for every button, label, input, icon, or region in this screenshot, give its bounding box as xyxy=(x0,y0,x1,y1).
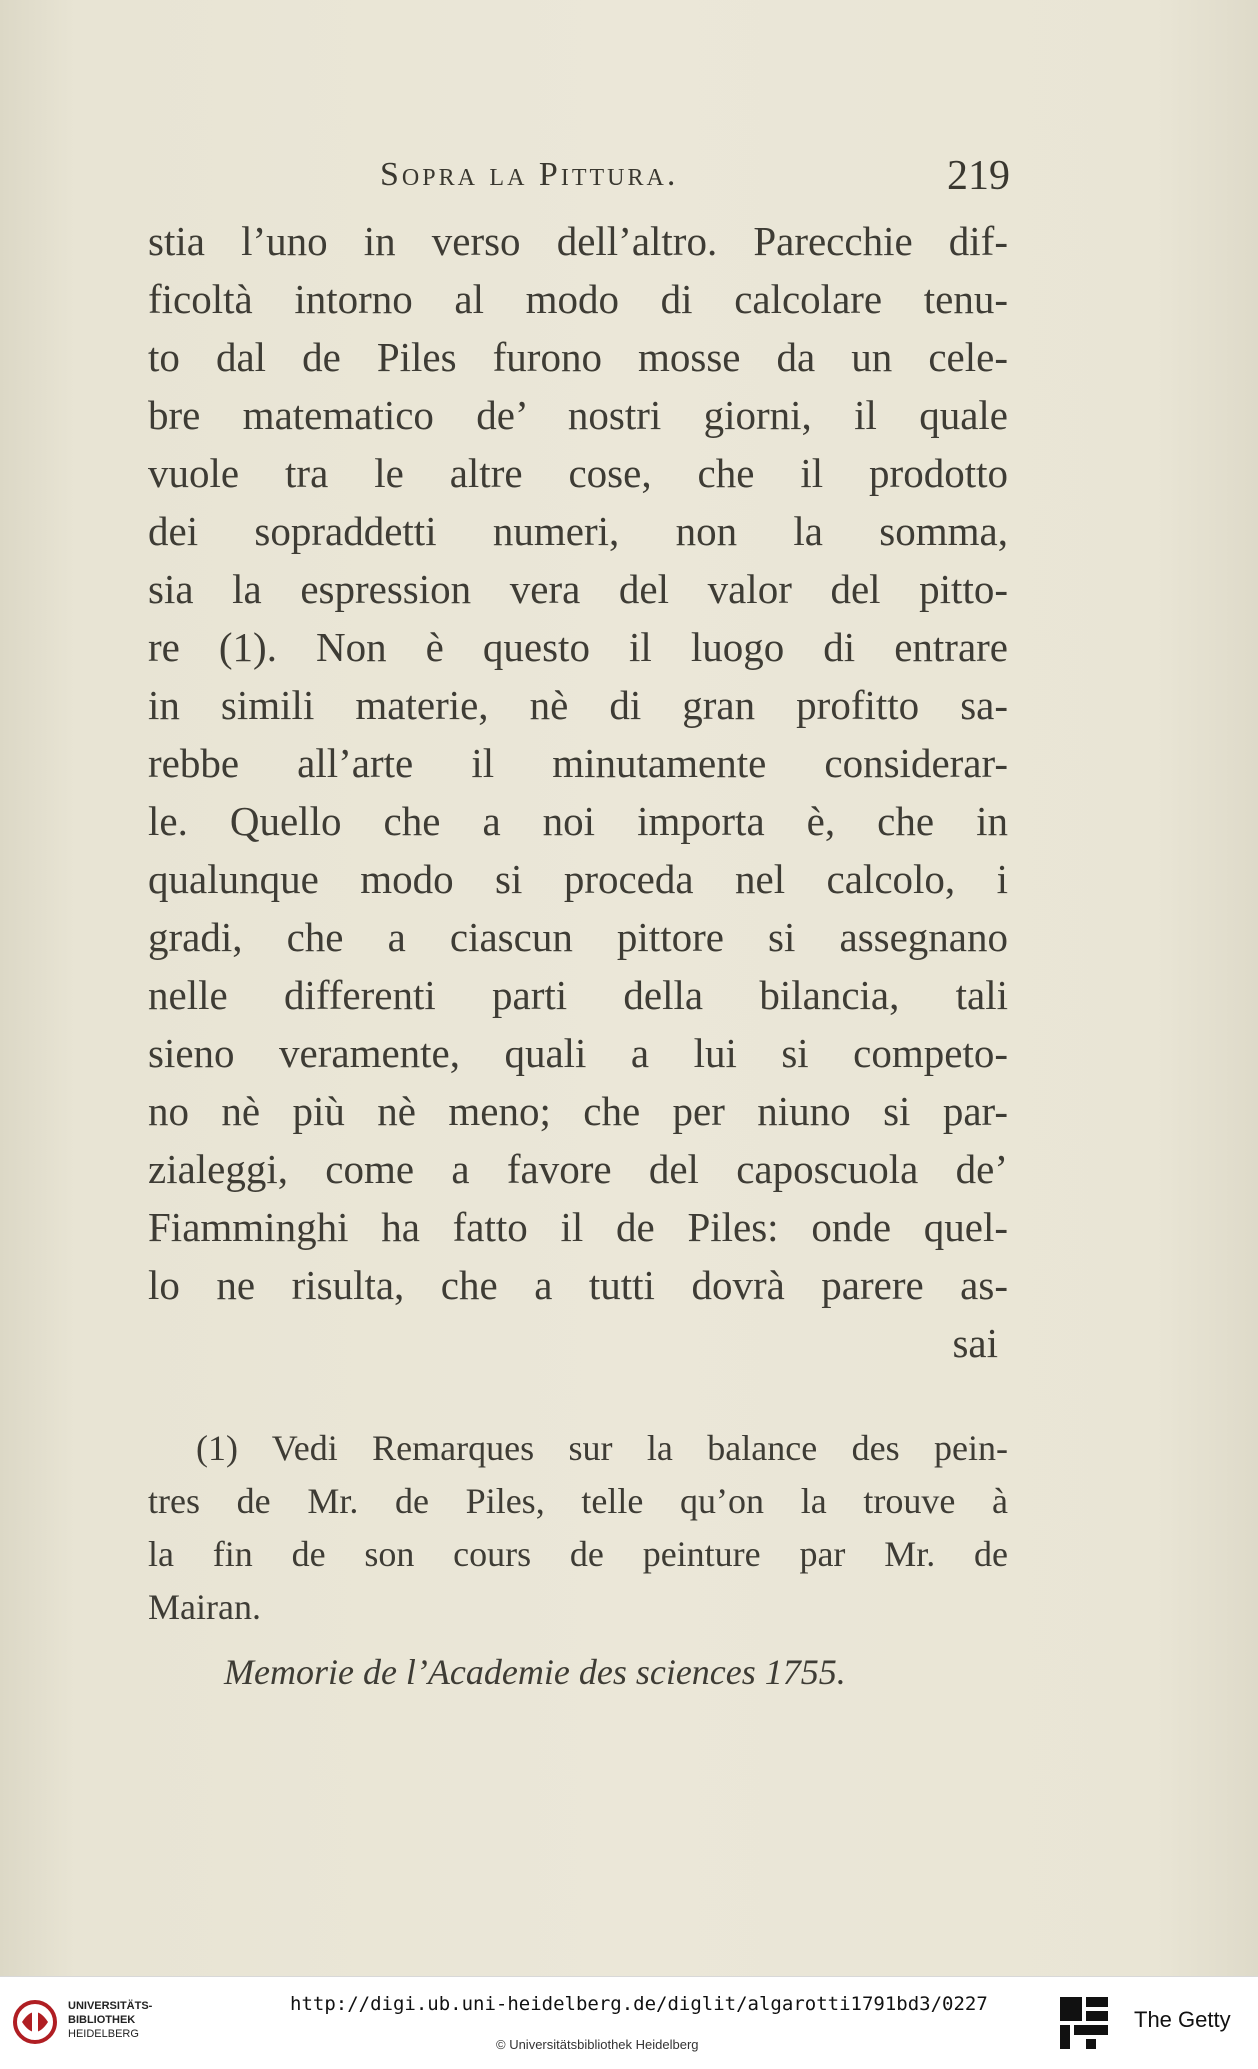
library-name-line: UNIVERSITÄTS- xyxy=(68,2000,153,2012)
text-line: nelle differenti parti della bilancia, tali xyxy=(148,972,1008,1018)
text-line: in simili materie, nè di gran profitto sa- xyxy=(148,682,1008,728)
getty-logo-icon[interactable] xyxy=(1058,1995,1110,2051)
text-line: Fiamminghi ha fatto il de Piles: onde quel- xyxy=(148,1204,1008,1250)
library-name-line: HEIDELBERG xyxy=(68,2028,139,2040)
footnote-line: tres de Mr. de Piles, telle qu’on la trouve à xyxy=(148,1481,1008,1521)
text-line: vuole tra le altre cose, che il prodotto xyxy=(148,450,1008,496)
running-title: Sopra la Pittura. xyxy=(380,156,679,193)
running-head xyxy=(150,150,1010,210)
text-line: le. Quello che a noi importa è, che in xyxy=(148,798,1008,844)
copyright-notice: © Universitätsbibliothek Heidelberg xyxy=(496,2037,699,2052)
permalink-url[interactable]: http://digi.ub.uni-heidelberg.de/diglit/algarotti1791bd3/0227 xyxy=(290,1993,988,2015)
text-line: re (1). Non è questo il luogo di entrare xyxy=(148,624,1008,670)
footnote-line: Mairan. xyxy=(148,1587,261,1627)
main-text xyxy=(148,212,1008,1372)
text-line: to dal de Piles furono mosse da un cele- xyxy=(148,334,1008,380)
footnote-line: la fin de son cours de peinture par Mr. de xyxy=(148,1534,1008,1574)
text-line: rebbe all’arte il minutamente considerar- xyxy=(148,740,1008,786)
text-line: dei sopraddetti numeri, non la somma, xyxy=(148,508,1008,554)
footnote-citation: Memorie de l’Academie des sciences 1755. xyxy=(224,1652,846,1692)
library-name-line: BIBLIOTHEK xyxy=(68,2014,136,2026)
text-line: gradi, che a ciascun pittore si assegnano xyxy=(148,914,1008,960)
text-line: sia la espression vera del valor del pitto- xyxy=(148,566,1008,612)
text-line: sieno veramente, quali a lui si competo- xyxy=(148,1030,1008,1076)
library-name xyxy=(68,1999,152,2041)
viewer-footer xyxy=(0,1976,1258,2069)
university-library-logo-icon[interactable] xyxy=(12,1997,58,2047)
footnote xyxy=(148,1422,1008,1699)
text-line: bre matematico de’ nostri giorni, il quale xyxy=(148,392,1008,438)
text-line: qualunque modo si proceda nel calcolo, i xyxy=(148,856,1008,902)
text-line: lo ne risulta, che a tutti dovrà parere as- xyxy=(148,1262,1008,1308)
text-line: ficoltà intorno al modo di calcolare tenu- xyxy=(148,276,1008,322)
catchword: sai xyxy=(952,1320,998,1366)
partner-name[interactable]: The Getty xyxy=(1134,2007,1231,2032)
text-line: no nè più nè meno; che per niuno si par- xyxy=(148,1088,1008,1134)
footnote-line: (1) Vedi Remarques sur la balance des pein- xyxy=(196,1428,1008,1468)
text-line: stia l’uno in verso dell’altro. Parecchie dif- xyxy=(148,218,1008,264)
text-line: zialeggi, come a favore del caposcuola de’ xyxy=(148,1146,1008,1192)
page-number: 219 xyxy=(947,153,1010,199)
